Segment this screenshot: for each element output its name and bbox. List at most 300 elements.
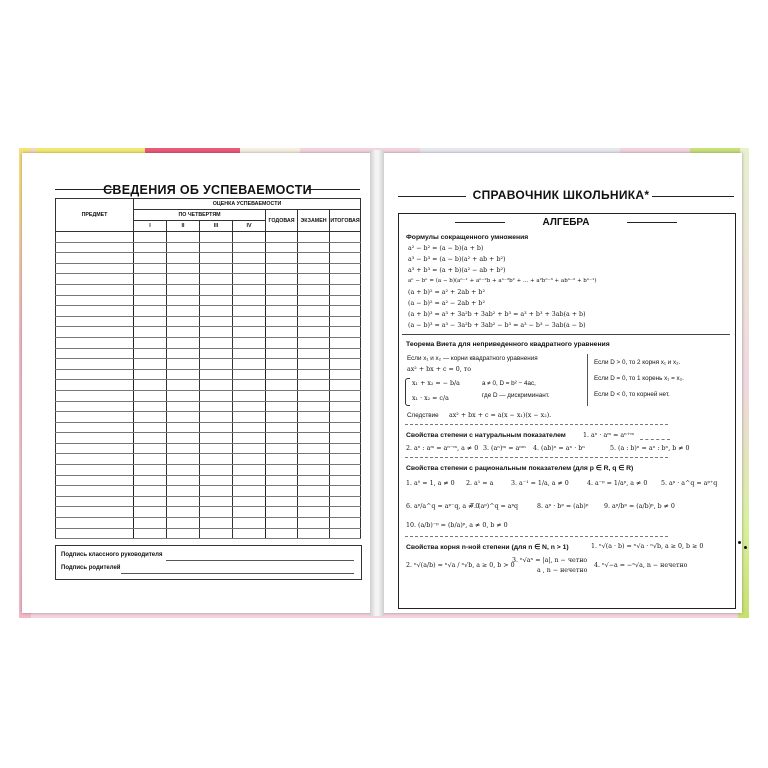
grade-cell[interactable] (298, 518, 330, 529)
grade-cell[interactable] (266, 443, 298, 454)
grade-cell[interactable] (200, 369, 233, 380)
grade-cell[interactable] (330, 274, 361, 285)
grade-cell[interactable] (167, 528, 200, 539)
grade-cell[interactable] (200, 263, 233, 274)
grade-cell[interactable] (266, 412, 298, 423)
grade-cell[interactable] (134, 253, 167, 264)
grade-cell[interactable] (266, 263, 298, 274)
grade-cell[interactable] (134, 475, 167, 486)
grade-row (56, 433, 361, 444)
natural-powers-title: Свойства степени с натуральным показателем (406, 432, 566, 439)
grade-cell[interactable] (233, 443, 266, 454)
grade-cell[interactable] (233, 348, 266, 359)
grade-cell[interactable] (330, 475, 361, 486)
grade-cell[interactable] (266, 433, 298, 444)
section-divider (402, 334, 730, 335)
grade-cell[interactable] (233, 337, 266, 348)
grade-cell[interactable] (266, 327, 298, 338)
cover-dot (738, 541, 741, 544)
signature-box (55, 545, 362, 580)
quarter-header: III (200, 221, 233, 232)
grade-cell[interactable] (330, 348, 361, 359)
grade-cell[interactable] (233, 465, 266, 476)
grade-cell[interactable] (298, 359, 330, 370)
grade-row (56, 253, 361, 264)
grade-cell[interactable] (330, 433, 361, 444)
grade-cell[interactable] (134, 242, 167, 253)
grade-row (56, 454, 361, 465)
subject-cell[interactable] (56, 443, 134, 454)
subject-cell[interactable] (56, 253, 134, 264)
grade-cell[interactable] (200, 390, 233, 401)
grade-cell[interactable] (200, 337, 233, 348)
grade-cell[interactable] (167, 380, 200, 391)
subject-cell[interactable] (56, 380, 134, 391)
grade-cell[interactable] (298, 242, 330, 253)
subject-cell[interactable] (56, 348, 134, 359)
grade-cell[interactable] (330, 263, 361, 274)
subject-cell[interactable] (56, 369, 134, 380)
grade-cell[interactable] (134, 327, 167, 338)
grade-cell[interactable] (298, 253, 330, 264)
grade-cell[interactable] (134, 507, 167, 518)
grade-cell[interactable] (298, 422, 330, 433)
vieta-system-brace (405, 378, 410, 406)
grade-cell[interactable] (298, 443, 330, 454)
grade-cell[interactable] (134, 422, 167, 433)
natural-power-5: 5. (a : b)ⁿ = aⁿ : bⁿ, b ≠ 0 (610, 445, 690, 452)
subject-cell[interactable] (56, 390, 134, 401)
vieta-case-2: Если D = 0, то 1 корень x₁ = x₂. (594, 375, 684, 382)
teacher-signature-line[interactable] (166, 560, 354, 561)
grade-cell[interactable] (134, 454, 167, 465)
grade-cell[interactable] (167, 263, 200, 274)
natural-power-fill (640, 439, 670, 440)
grade-cell[interactable] (233, 316, 266, 327)
grade-cell[interactable] (167, 337, 200, 348)
grade-cell[interactable] (233, 306, 266, 317)
grade-cell[interactable] (200, 274, 233, 285)
grade-cell[interactable] (330, 284, 361, 295)
root-prop-1: 1. ⁿ√(a · b) = ⁿ√a · ⁿ√b, a ≥ 0, b ≥ 0 (591, 543, 704, 550)
grade-cell[interactable] (233, 528, 266, 539)
grade-cell[interactable] (233, 284, 266, 295)
grade-cell[interactable] (298, 369, 330, 380)
grade-cell[interactable] (266, 475, 298, 486)
grade-cell[interactable] (330, 306, 361, 317)
grade-cell[interactable] (134, 284, 167, 295)
grade-cell[interactable] (266, 465, 298, 476)
rational-power-6: 6. aᵖ/a^q = aᵖ⁻q, a ≠ 0 (406, 503, 480, 510)
grade-cell[interactable] (330, 401, 361, 412)
grade-row (56, 496, 361, 507)
grade-cell[interactable] (330, 316, 361, 327)
abbrev-formula-8: (a − b)³ = a³ − 3a²b + 3ab² − b³ = a³ − b³ − 3ab(a − b) (408, 322, 586, 329)
grade-cell[interactable] (167, 454, 200, 465)
grade-cell[interactable] (330, 454, 361, 465)
grade-cell[interactable] (134, 412, 167, 423)
natural-power-4: 4. (ab)ⁿ = aⁿ · bⁿ (533, 445, 585, 452)
grade-cell[interactable] (200, 433, 233, 444)
grade-cell[interactable] (233, 412, 266, 423)
grade-cell[interactable] (233, 507, 266, 518)
grade-cell[interactable] (330, 465, 361, 476)
grade-cell[interactable] (330, 295, 361, 306)
grade-cell[interactable] (167, 507, 200, 518)
grade-cell[interactable] (266, 284, 298, 295)
grade-cell[interactable] (200, 253, 233, 264)
grade-cell[interactable] (134, 348, 167, 359)
vieta-case-1: Если D > 0, то 2 корня x₁ и x₂. (594, 359, 681, 366)
grade-cell[interactable] (200, 422, 233, 433)
vieta-corollary-label: Следствие (407, 412, 439, 419)
rational-power-4: 4. a⁻ᵖ = 1/aᵖ, a ≠ 0 (587, 480, 648, 487)
subject-cell[interactable] (56, 359, 134, 370)
rational-power-10: 10. (a/b)⁻ᵖ = (b/a)ᵖ, a ≠ 0, b ≠ 0 (406, 522, 508, 529)
subject-cell[interactable] (56, 507, 134, 518)
natural-power-1: 1. aⁿ · aᵐ = aⁿ⁺ᵐ (583, 432, 635, 439)
grade-cell[interactable] (266, 454, 298, 465)
grade-cell[interactable] (200, 380, 233, 391)
root-prop-3b: a , n − нечетно (537, 567, 588, 574)
vieta-cond-1: a ≠ 0, D = b² − 4ac, (482, 380, 536, 387)
grade-cell[interactable] (266, 486, 298, 497)
grade-cell[interactable] (298, 433, 330, 444)
grade-cell[interactable] (266, 253, 298, 264)
grade-cell[interactable] (266, 295, 298, 306)
grade-cell[interactable] (200, 348, 233, 359)
grade-cell[interactable] (330, 486, 361, 497)
grade-cell[interactable] (298, 401, 330, 412)
grade-cell[interactable] (134, 337, 167, 348)
grade-cell[interactable] (298, 496, 330, 507)
grade-cell[interactable] (200, 443, 233, 454)
quarter-header: II (167, 221, 200, 232)
grade-cell[interactable] (167, 295, 200, 306)
grade-cell[interactable] (233, 369, 266, 380)
subject-cell[interactable] (56, 284, 134, 295)
grade-cell[interactable] (330, 443, 361, 454)
subject-cell[interactable] (56, 486, 134, 497)
grade-cell[interactable] (200, 496, 233, 507)
subject-cell[interactable] (56, 412, 134, 423)
grade-cell[interactable] (200, 306, 233, 317)
grade-cell[interactable] (200, 518, 233, 529)
natural-power-2: 2. aⁿ : aᵐ = aⁿ⁻ᵐ, a ≠ 0 (406, 445, 479, 452)
subject-cell[interactable] (56, 306, 134, 317)
natural-dashed-rule (405, 457, 668, 458)
grade-cell[interactable] (134, 316, 167, 327)
grade-row (56, 507, 361, 518)
rational-power-5: 5. aᵖ · a^q = aᵖ⁺q (661, 480, 718, 487)
grade-cell[interactable] (266, 496, 298, 507)
grade-cell[interactable] (167, 465, 200, 476)
subject-cell[interactable] (56, 327, 134, 338)
grade-cell[interactable] (298, 306, 330, 317)
grade-cell[interactable] (134, 390, 167, 401)
grade-cell[interactable] (233, 390, 266, 401)
grade-cell[interactable] (298, 263, 330, 274)
grade-cell[interactable] (266, 390, 298, 401)
grade-cell[interactable] (233, 232, 266, 243)
grade-cell[interactable] (266, 528, 298, 539)
quarter-header: IV (233, 221, 266, 232)
grade-cell[interactable] (167, 306, 200, 317)
grade-cell[interactable] (134, 359, 167, 370)
abbrev-title: Формулы сокращенного умножения (406, 234, 529, 241)
grade-cell[interactable] (233, 274, 266, 285)
vieta-cond-2: где D — дискриминант. (482, 392, 550, 399)
grade-cell[interactable] (266, 306, 298, 317)
subject-cell[interactable] (56, 433, 134, 444)
vieta-cases-divider (587, 354, 588, 406)
grade-cell[interactable] (134, 369, 167, 380)
grade-cell[interactable] (167, 369, 200, 380)
grade-cell[interactable] (134, 232, 167, 243)
grade-row (56, 475, 361, 486)
grade-cell[interactable] (167, 359, 200, 370)
grade-cell[interactable] (330, 369, 361, 380)
grade-cell[interactable] (233, 486, 266, 497)
grade-cell[interactable] (330, 390, 361, 401)
grade-cell[interactable] (298, 412, 330, 423)
grade-row (56, 316, 361, 327)
grade-cell[interactable] (167, 327, 200, 338)
grade-cell[interactable] (134, 433, 167, 444)
grade-cell[interactable] (298, 284, 330, 295)
grade-cell[interactable] (134, 486, 167, 497)
rational-power-7: 7. (aᵖ)^q = aᵖq (470, 503, 519, 510)
grade-cell[interactable] (200, 412, 233, 423)
grade-cell[interactable] (233, 475, 266, 486)
grade-cell[interactable] (298, 337, 330, 348)
grade-cell[interactable] (266, 380, 298, 391)
grade-cell[interactable] (298, 380, 330, 391)
grade-cell[interactable] (134, 380, 167, 391)
abbrev-formula-3: a³ + b³ = (a + b)(a² − ab + b²) (408, 267, 506, 274)
grade-row (56, 528, 361, 539)
grade-cell[interactable] (298, 454, 330, 465)
subject-cell[interactable] (56, 263, 134, 274)
grade-cell[interactable] (134, 306, 167, 317)
subject-cell[interactable] (56, 422, 134, 433)
grade-cell[interactable] (200, 295, 233, 306)
grade-cell[interactable] (330, 359, 361, 370)
grade-cell[interactable] (298, 348, 330, 359)
grade-row (56, 422, 361, 433)
grade-cell[interactable] (330, 528, 361, 539)
subject-cell[interactable] (56, 465, 134, 476)
grade-cell[interactable] (167, 486, 200, 497)
grade-cell[interactable] (200, 507, 233, 518)
subject-cell[interactable] (56, 232, 134, 243)
grade-cell[interactable] (266, 316, 298, 327)
grade-cell[interactable] (167, 496, 200, 507)
grade-cell[interactable] (167, 518, 200, 529)
grade-cell[interactable] (200, 316, 233, 327)
parents-signature-line[interactable] (121, 573, 354, 574)
grade-cell[interactable] (134, 263, 167, 274)
grade-cell[interactable] (200, 284, 233, 295)
grade-cell[interactable] (167, 232, 200, 243)
grade-cell[interactable] (167, 253, 200, 264)
annual-header: ГОДОВАЯ (266, 210, 298, 232)
grade-cell[interactable] (200, 486, 233, 497)
grade-cell[interactable] (167, 284, 200, 295)
grade-cell[interactable] (266, 274, 298, 285)
grade-cell[interactable] (233, 496, 266, 507)
grade-cell[interactable] (266, 369, 298, 380)
grade-cell[interactable] (200, 232, 233, 243)
grade-cell[interactable] (266, 507, 298, 518)
subject-cell[interactable] (56, 454, 134, 465)
grade-cell[interactable] (167, 242, 200, 253)
grade-row (56, 327, 361, 338)
grade-cell[interactable] (233, 380, 266, 391)
grade-cell[interactable] (330, 380, 361, 391)
subject-cell[interactable] (56, 295, 134, 306)
grade-cell[interactable] (134, 528, 167, 539)
grade-cell[interactable] (266, 232, 298, 243)
reference-title: СПРАВОЧНИК ШКОЛЬНИКА* (472, 188, 650, 202)
grade-cell[interactable] (233, 253, 266, 264)
grade-row (56, 284, 361, 295)
grade-cell[interactable] (298, 465, 330, 476)
grade-cell[interactable] (233, 433, 266, 444)
abbrev-formula-1: a² − b² = (a − b)(a + b) (408, 245, 484, 252)
grade-cell[interactable] (200, 528, 233, 539)
subject-cell[interactable] (56, 518, 134, 529)
algebra-rule-left (455, 222, 505, 223)
grade-cell[interactable] (200, 327, 233, 338)
grade-cell[interactable] (330, 412, 361, 423)
grade-cell[interactable] (266, 401, 298, 412)
grade-row (56, 412, 361, 423)
rational-power-2: 2. a¹ = a (466, 480, 494, 487)
grade-row (56, 390, 361, 401)
rational-power-1: 1. a⁰ = 1, a ≠ 0 (406, 480, 455, 487)
grade-cell[interactable] (200, 454, 233, 465)
subject-cell[interactable] (56, 337, 134, 348)
subject-cell[interactable] (56, 528, 134, 539)
grade-cell[interactable] (330, 232, 361, 243)
grade-cell[interactable] (167, 348, 200, 359)
grade-cell[interactable] (167, 316, 200, 327)
grade-cell[interactable] (167, 433, 200, 444)
grade-row (56, 348, 361, 359)
subject-header: ПРЕДМЕТ (56, 199, 134, 232)
grade-cell[interactable] (200, 465, 233, 476)
grade-cell[interactable] (233, 454, 266, 465)
grade-cell[interactable] (330, 327, 361, 338)
subject-cell[interactable] (56, 475, 134, 486)
grades-table (55, 198, 361, 539)
grade-cell[interactable] (266, 337, 298, 348)
grade-cell[interactable] (134, 295, 167, 306)
grade-cell[interactable] (298, 528, 330, 539)
vieta-product: x₁ · x₂ = c/a (412, 395, 449, 402)
grade-cell[interactable] (200, 359, 233, 370)
grade-row (56, 486, 361, 497)
grade-cell[interactable] (330, 496, 361, 507)
grade-cell[interactable] (134, 401, 167, 412)
grade-cell[interactable] (266, 422, 298, 433)
grade-cell[interactable] (266, 518, 298, 529)
algebra-rule-right (627, 222, 677, 223)
grade-cell[interactable] (233, 401, 266, 412)
grade-cell[interactable] (233, 518, 266, 529)
grade-cell[interactable] (330, 242, 361, 253)
grade-cell[interactable] (298, 316, 330, 327)
grade-row (56, 337, 361, 348)
cover-dot (744, 546, 747, 549)
vieta-equation: ax² + bx + c = 0, то (407, 366, 472, 373)
grade-cell[interactable] (134, 496, 167, 507)
grade-cell[interactable] (167, 412, 200, 423)
grade-cell[interactable] (167, 422, 200, 433)
abbrev-formula-4: aⁿ − bⁿ = (a − b)(aⁿ⁻¹ + aⁿ⁻²b + aⁿ⁻³b² + ... + a²bⁿ⁻³ + abⁿ⁻² + bⁿ⁻¹) (408, 278, 597, 284)
grade-cell[interactable] (167, 401, 200, 412)
grade-cell[interactable] (298, 390, 330, 401)
grade-cell[interactable] (298, 486, 330, 497)
grade-cell[interactable] (134, 274, 167, 285)
grade-cell[interactable] (233, 359, 266, 370)
grade-cell[interactable] (330, 422, 361, 433)
subject-cell[interactable] (56, 242, 134, 253)
grade-cell[interactable] (167, 274, 200, 285)
grade-cell[interactable] (233, 422, 266, 433)
grade-cell[interactable] (167, 443, 200, 454)
grade-cell[interactable] (298, 232, 330, 243)
grade-cell[interactable] (330, 518, 361, 529)
final-header: ИТОГОВАЯ (330, 210, 361, 232)
grade-cell[interactable] (233, 327, 266, 338)
subject-cell[interactable] (56, 316, 134, 327)
grade-cell[interactable] (298, 475, 330, 486)
grade-cell[interactable] (233, 263, 266, 274)
grade-row (56, 465, 361, 476)
subject-cell[interactable] (56, 274, 134, 285)
grade-cell[interactable] (134, 465, 167, 476)
rational-power-9: 9. aᵖ/bᵖ = (a/b)ᵖ, b ≠ 0 (604, 503, 675, 510)
grade-cell[interactable] (298, 274, 330, 285)
grade-cell[interactable] (134, 443, 167, 454)
grade-cell[interactable] (330, 507, 361, 518)
grade-cell[interactable] (298, 507, 330, 518)
grade-cell[interactable] (200, 242, 233, 253)
grade-cell[interactable] (330, 253, 361, 264)
grade-cell[interactable] (233, 242, 266, 253)
grade-cell[interactable] (200, 475, 233, 486)
grade-cell[interactable] (233, 295, 266, 306)
grade-cell[interactable] (298, 327, 330, 338)
grade-cell[interactable] (200, 401, 233, 412)
roots-title: Свойства корня n-ной степени (для n ∈ N, n > 1) (406, 544, 569, 551)
grade-cell[interactable] (167, 390, 200, 401)
vieta-case-3: Если D < 0, то корней нет. (594, 391, 670, 398)
grade-cell[interactable] (266, 242, 298, 253)
grade-cell[interactable] (134, 518, 167, 529)
grade-cell[interactable] (330, 337, 361, 348)
grade-cell[interactable] (298, 295, 330, 306)
algebra-header: АЛГЕБРА (542, 217, 590, 228)
grade-cell[interactable] (266, 359, 298, 370)
grade-cell[interactable] (167, 475, 200, 486)
subject-cell[interactable] (56, 496, 134, 507)
subject-cell[interactable] (56, 401, 134, 412)
grade-cell[interactable] (266, 348, 298, 359)
grade-row (56, 380, 361, 391)
